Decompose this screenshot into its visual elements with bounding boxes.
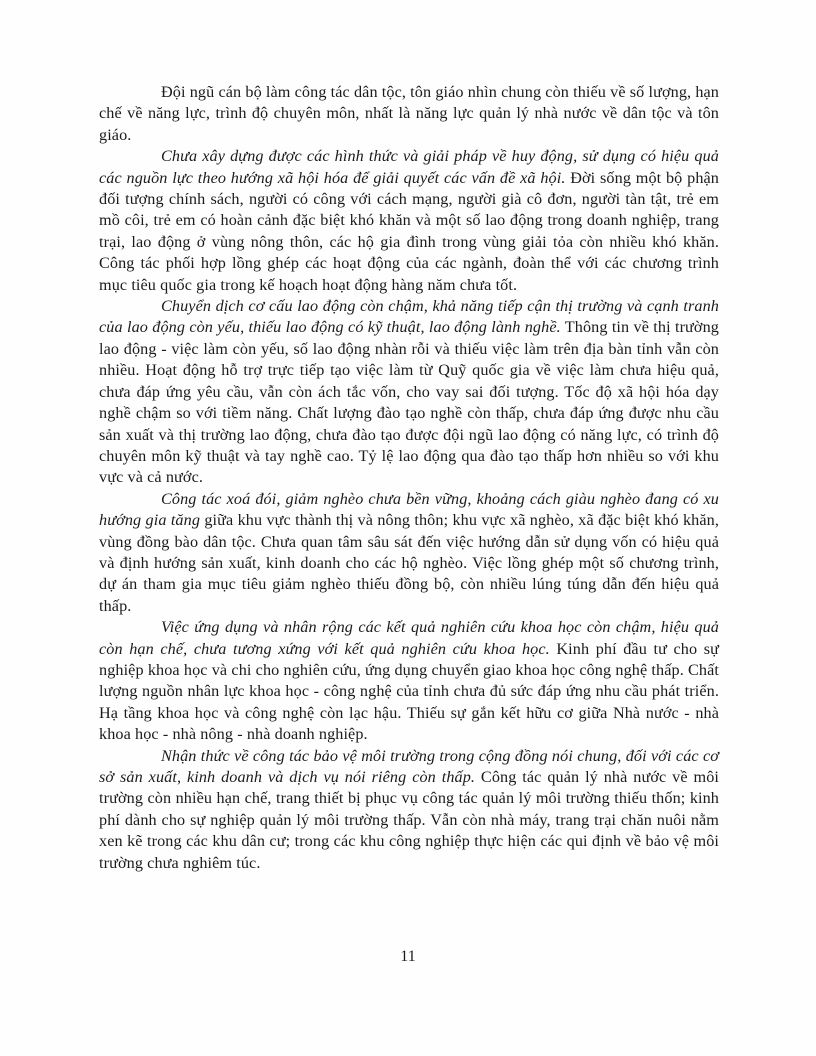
paragraph [99, 296, 719, 489]
paragraph-body: Đội ngũ cán bộ làm công tác dân tộc, tôn giáo nhìn chung còn thiếu về số lượng, hạn chế về năng lực, trình độ chuyên môn, nhất là năng lực quản lý nhà nước về dân tộc và tôn giáo. [99, 83, 719, 144]
paragraph-lead-italic: Chưa xây dựng được các hình thức và giải pháp về huy động, sử dụng có hiệu quả các nguồn lực theo hướng xã hội hóa để giải quyết các vấn đề xã hội. [99, 147, 719, 187]
paragraph [99, 617, 719, 745]
paragraph-body: Kinh phí đầu tư cho sự nghiệp khoa học và chi cho nghiên cứu, ứng dụng chuyển giao khoa học công nghệ thấp. Chất lượng nguồn nhân lực khoa học - công nghệ của tỉnh chưa đủ sức đáp ứng nhu cầu phát triển. Hạ tầng khoa học và công nghệ còn lạc hậu. Thiếu sự gắn kết hữu cơ giữa Nhà nước - nhà khoa học - nhà nông - nhà doanh nghiệp. [99, 639, 719, 744]
paragraph-lead-italic: Nhận thức về công tác bảo vệ môi trường trong cộng đồng nói chung, đối với các cơ sở sản xuất, kinh doanh và dịch vụ nói riêng còn thấp. [99, 746, 719, 786]
paragraph-lead-italic: Công tác xoá đói, giảm nghèo chưa bền vững, khoảng cách giàu nghèo đang có xu hướng gia tăng [99, 489, 719, 530]
paragraph-lead-italic: Việc ứng dụng và nhân rộng các kết quả nghiên cứu khoa học còn chậm, hiệu quả còn hạn chế, chưa tương xứng với kết quả nghiên cứu khoa học. [99, 618, 719, 658]
paragraph-body: Đời sống một bộ phận đối tượng chính sách, người có công với cách mạng, người già cô đơn, người tàn tật, trẻ em mồ côi, trẻ em có hoàn cảnh đặc biệt khó khăn và một số lao động trong doanh nghiệp, trang trại, lao động ở vùng nông thôn, các hộ gia đình trong vùng giải tỏa còn nhiều khó khăn. Công tác phối hợp lồng ghép các hoạt động của các ngành, đoàn thể với các chương trình mục tiêu quốc gia trong kế hoạch hoạt động hàng năm chưa tốt. [99, 168, 719, 294]
page-number: 11 [400, 948, 416, 965]
paragraph [99, 746, 719, 874]
paragraph [99, 489, 719, 617]
text-block [99, 82, 719, 874]
paragraph [99, 82, 719, 146]
paragraph-body: giữa khu vực thành thị và nông thôn; khu vực xã nghèo, xã đặc biệt khó khăn, vùng đồng bào dân tộc. Chưa quan tâm sâu sát đến việc hướng dẫn sử dụng vốn có hiệu quả và định hướng sản xuất, kinh doanh cho các hộ nghèo. Việc lồng ghép một số chương trình, dự án tham gia mục tiêu giảm nghèo thiếu đồng bộ, còn nhiều lúng túng dẫn đến hiệu quả thấp. [99, 511, 719, 615]
paragraph-lead-italic: Chuyển dịch cơ cấu lao động còn chậm, khả năng tiếp cận thị trường và cạnh tranh của lao động còn yếu, thiếu lao động có kỹ thuật, lao động lành nghề. [99, 297, 719, 337]
paragraph [99, 146, 719, 296]
paragraph-body: Công tác quản lý nhà nước về môi trường còn nhiều hạn chế, trang thiết bị phục vụ công tác quản lý môi trường thiếu thốn; kinh phí dành cho sự nghiệp quản lý môi trường thấp. Vẫn còn nhà máy, trang trại chăn nuôi nằm xen kẽ trong các khu dân cư; trong các khu công nghiệp thực hiện các qui định về bảo vệ môi trường chưa nghiêm túc. [99, 768, 719, 872]
paragraph-body: Thông tin về thị trường lao động - việc làm còn yếu, số lao động nhàn rỗi và thiếu việc làm trên địa bàn tỉnh vẫn còn nhiều. Hoạt động hỗ trợ trực tiếp tạo việc làm từ Quỹ quốc gia về việc làm chưa hiệu quả, chưa đáp ứng yêu cầu, vẫn còn ách tắc vốn, cho vay sai đối tượng. Tốc độ xã hội hóa dạy nghề chậm so với tiềm năng. Chất lượng đào tạo nghề còn thấp, chưa đáp ứng được nhu cầu sản xuất và thị trường lao động, chưa đào tạo được đội ngũ lao động có năng lực, có trình độ chuyên môn kỹ thuật và tay nghề cao. Tỷ lệ lao động qua đào tạo thấp hơn nhiều so với khu vực và cả nước. [99, 318, 719, 487]
